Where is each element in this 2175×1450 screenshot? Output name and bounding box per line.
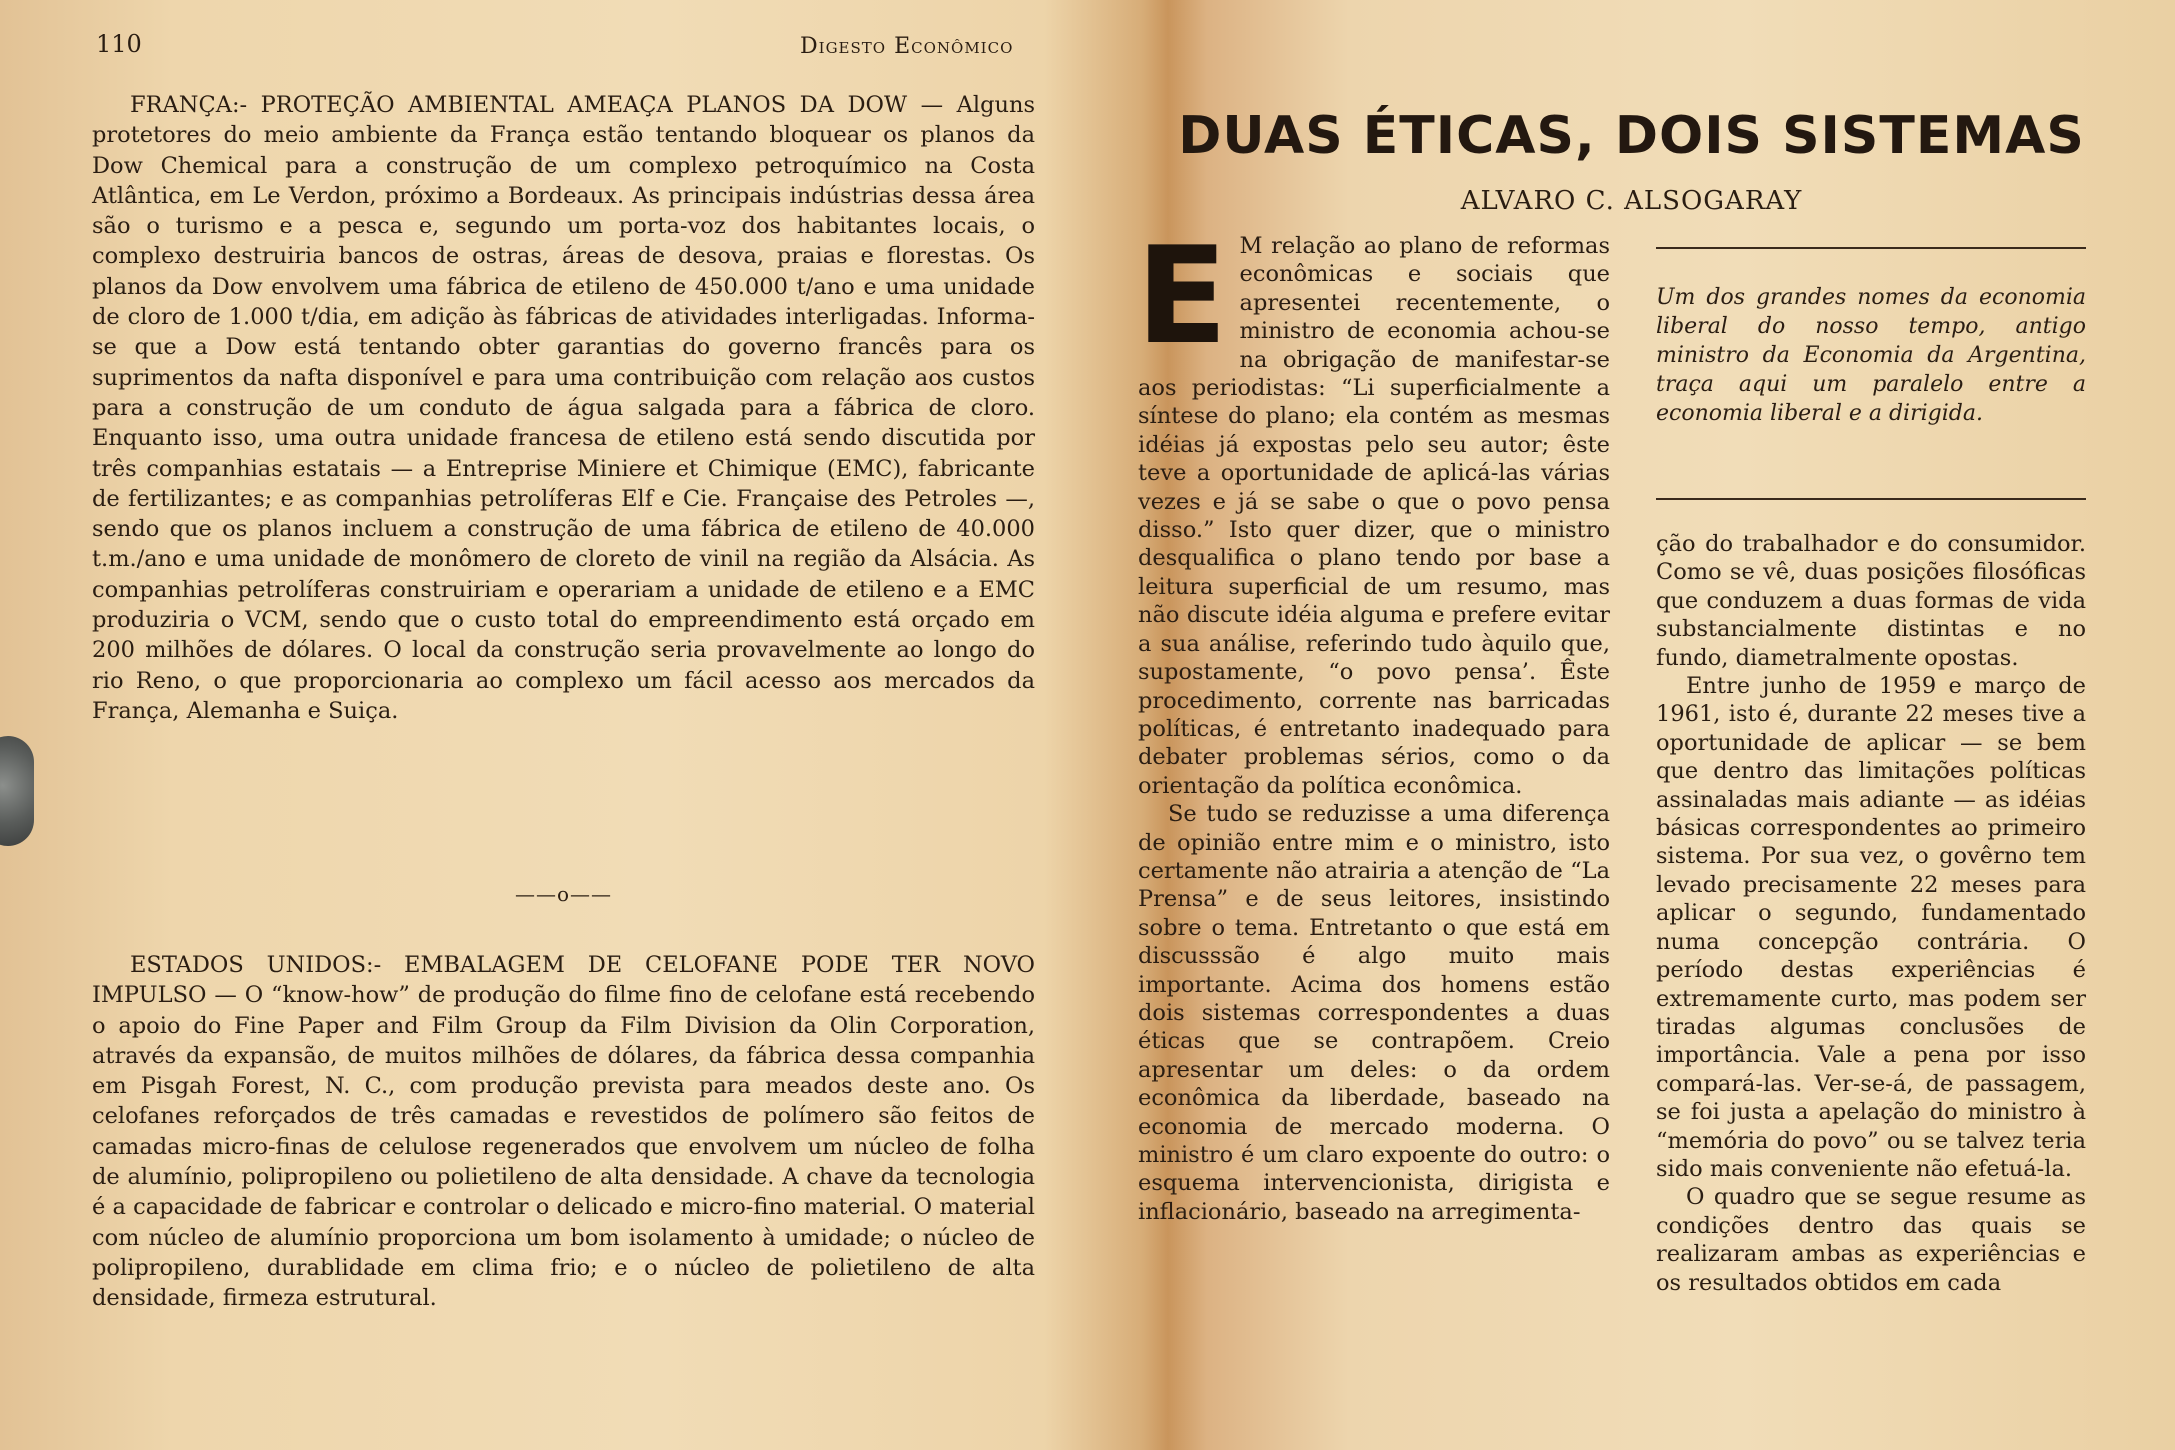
sidebar-rule-bottom [1656, 498, 2086, 500]
paragraph: ção do trabalhador e do consumidor. Como se vê, duas posições filosóficas que conduzem a duas formas de vida substancialmente distintas e no fundo, diametralmente opostas. [1656, 531, 2086, 671]
running-head: Digesto Econômico [800, 34, 1014, 59]
paragraph: O quadro que se segue resume as condições dentro das quais se realizaram ambas as experiências e os resultados obtidos em cada [1656, 1184, 2086, 1296]
paragraph: Entre junho de 1959 e março de 1961, isto é, durante 22 meses tive a oportunidade de aplicar — se bem que dentro das limitações políticas assinaladas mais adiante — as idéias básicas correspondentes ao primeiro sistema. Por sua vez, o govêrno tem levado precisamente 22 meses para aplicar o segundo, fundamentado numa concepção contrária. O período destas experiências é extremamente curto, mas podem ser tiradas algumas conclusões de importância. Vale a pena por isso compará-las. Ver-se-á, de passagem, se foi justa a apelação do ministro à “memória do povo” ou se talvez teria sido mais conveniente não efetuá-la. [1656, 673, 2086, 1182]
left-page [0, 0, 1082, 1450]
binding-stain [0, 736, 34, 846]
drop-cap: E [1136, 218, 1228, 374]
opening-paragraph-text: M relação ao plano de reformas econômicas e sociais que apresentei recentemente, o ministro de economia achou-se na obrigação de manifestar-se aos periodistas: “Li superficialmente a síntese do plano; ela contém as mesmas idéias já expostas pelo seu autor; êste teve a oportunidade de aplicá-las várias vezes e já se sabe o que o povo pensa disso.” Isto quer dizer, que o ministro desqualifica o plano tendo por base a leitura superficial de um resumo, mas não discute idéia alguma e prefere evitar a sua análise, referindo tudo àquilo que, supostamente, “o povo pensa’. Êste procedimento, corrente nas barricadas políticas, é entretanto inadequado para debater problemas sérios, como o da orientação da política econômica. [1138, 233, 1610, 799]
right-page [1088, 0, 2175, 1450]
author-intro-sidebar: Um dos grandes nomes da economia liberal do nosso tempo, antigo ministro da Economia da Argentina, traça aqui um paralelo entre a economia liberal e a dirigida. [1656, 285, 2086, 426]
article-france: FRANÇA:- PROTEÇÃO AMBIENTAL AMEAÇA PLANOS DA DOW — Alguns protetores do meio ambiente da França estão tentando bloquear os planos da Dow Chemical para a construção de um complexo petroquímico na Costa Atlântica, em Le Verdon, próximo a Bordeaux. As principais indústrias dessa área são o turismo e a pesca e, segundo um porta-voz dos habitantes locais, o complexo destruiria bancos de ostras, áreas de desova, praias e florestas. Os planos da Dow envolvem uma fábrica de etileno de 450.000 t/ano e uma unidade de cloro de 1.000 t/dia, em adição às fábricas de atividades interligadas. Informa-se que a Dow está tentando obter garantias do governo francês para os suprimentos da nafta disponível e para uma contribuição com relação aos custos para a construção de um conduto de água salgada para a fábrica de cloro. Enquanto isso, uma outra unidade francesa de etileno está sendo discutida por três companhias estatais — a Entreprise Miniere et Chimique (EMC), fabricante de fertilizantes; e as companhias petrolíferas Elf e Cie. Française des Petroles —, sendo que os planos incluem a construção de uma fábrica de etileno de 40.000 t.m./ano e uma unidade de monômero de cloreto de vinil na região da Alsácia. As companhias petrolíferas construiriam e operariam a unidade de etileno e a EMC produziria o VCM, sendo que o custo total do empreendimento está orçado em 200 milhões de dólares. O local da construção seria provavelmente ao longo do rio Reno, o que proporcionaria ao complexo um fácil acesso aos mercados da França, Alemanha e Suiça. [92, 92, 1035, 724]
paragraph: Se tudo se reduzisse a uma diferença de opinião entre mim e o ministro, isto certamente não atrairia a atenção de “La Prensa” e de seus leitores, insistindo sobre o tema. Entretanto o que está em discusssão é algo muito mais importante. Acima dos homens estão dois sistemas correspondentes a duas éticas que se contrapõem. Creio apresentar um deles: o da ordem econômica da liberdade, baseado na economia de mercado moderna. O ministro é um claro expoente do outro: o esquema intervencionista, dirigista e inflacionário, baseado na arregimenta- [1138, 801, 1610, 1225]
section-separator: ——o—— [514, 882, 613, 906]
sidebar-rule-top [1656, 247, 2086, 249]
page-number: 110 [96, 30, 142, 58]
article-title: DUAS ÉTICAS, DOIS SISTEMAS [1178, 106, 2085, 166]
text-column-right [1656, 530, 2086, 1297]
article-author: ALVARO C. ALSOGARAY [1460, 186, 1803, 216]
text-column-left [1136, 218, 1610, 1226]
article-usa: ESTADOS UNIDOS:- EMBALAGEM DE CELOFANE PODE TER NOVO IMPULSO — O “know-how” de produção do filme fino de celofane está recebendo o apoio do Fine Paper and Film Group da Film Division da Olin Corporation, através da expansão, de muitos milhões de dólares, da fábrica dessa companhia em Pisgah Forest, N. C., com produção prevista para meados deste ano. Os celofanes reforçados de três camadas e revestidos de polímero são feitos de camadas micro-finas de celulose regenerados que envolvem um núcleo de folha de alumínio, polipropileno ou polietileno de alta densidade. A chave da tecnologia é a capacidade de fabricar e controlar o delicado e micro-fino material. O material com núcleo de alumínio proporciona um bom isolamento à umidade; o núcleo de polipropileno, durablidade em clima frio; e o núcleo de polietileno de alta densidade, firmeza estrutural. [92, 952, 1035, 1312]
opening-paragraph [1136, 218, 1610, 800]
